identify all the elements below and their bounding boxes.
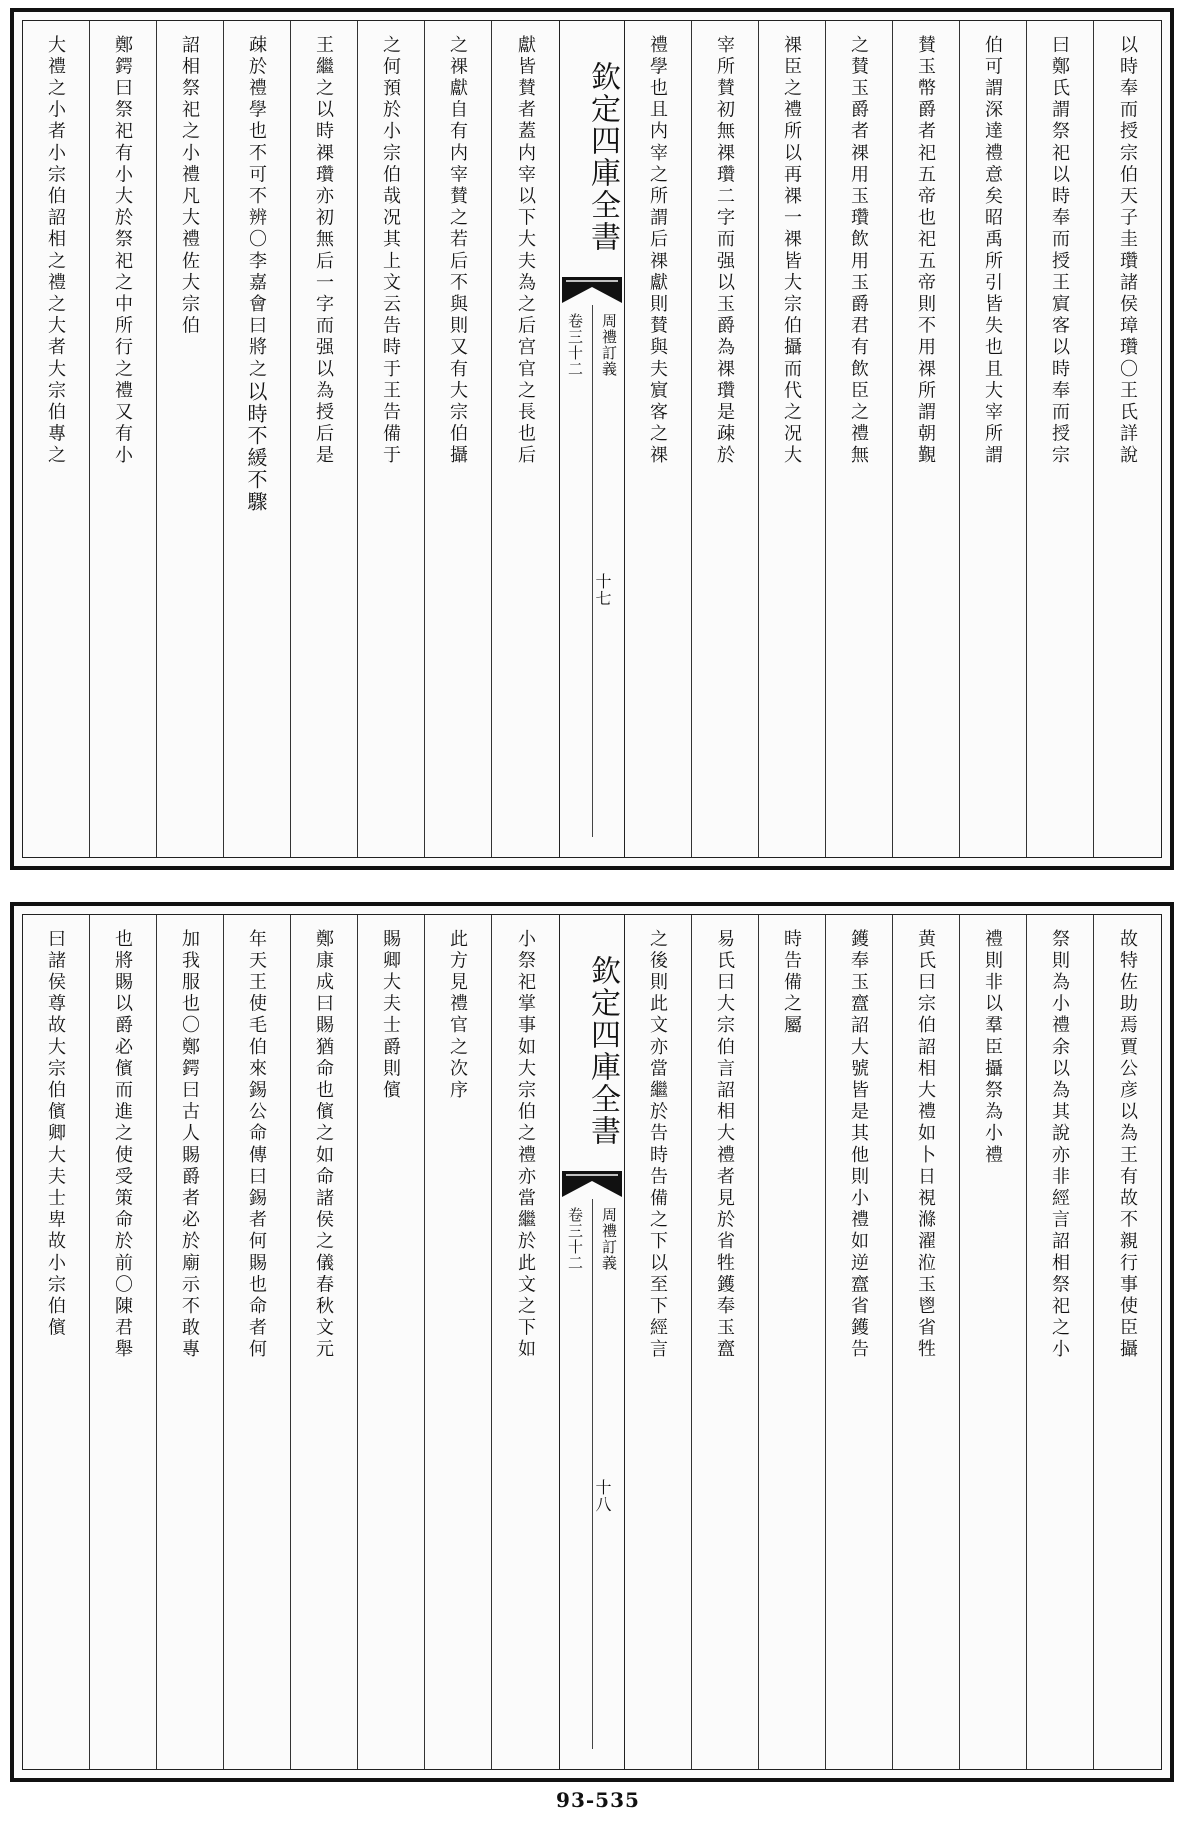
column-text: 賜卿大夫士爵則儐 — [380, 929, 401, 1102]
main-text: 之何預於小宗伯哉况其上文云告時于王告備于 — [380, 35, 401, 467]
column-text: 之後則此文亦當繼於告時告備之下以至下經言 — [647, 929, 668, 1361]
text-column — [625, 21, 692, 857]
column-text: 故特佐助焉賈公彦以為王有故不親行事使臣攝 — [1117, 929, 1138, 1361]
text-column — [1094, 21, 1161, 857]
column-text — [159, 21, 219, 857]
text-column — [759, 915, 826, 1769]
main-text: 鄭鍔曰祭祀有小大於祭祀之中所行之禮又有小 — [112, 35, 133, 467]
text-column — [893, 21, 960, 857]
text-column — [960, 21, 1027, 857]
leaf-number: 十八 — [593, 1478, 612, 1513]
book-title: 周禮訂義 — [600, 313, 618, 377]
text-column — [90, 21, 157, 857]
main-text: 獻皆賛者蓋内宰以下大夫為之后宫官之長也后 — [515, 35, 536, 467]
column-text — [226, 21, 286, 857]
text-column — [224, 21, 291, 857]
text-column — [291, 21, 358, 857]
page-footer-number: 93-535 — [556, 1788, 640, 1812]
text-column — [692, 21, 759, 857]
column-text: 加我服也〇鄭鍔曰古人賜爵者必於廟示不敢專 — [179, 929, 200, 1361]
column-text: 禮學也且内宰之所謂后祼獻則賛與夫賔客之祼 — [647, 35, 668, 467]
text-column — [291, 915, 358, 1769]
column-text — [25, 21, 85, 857]
band-center-line — [592, 305, 593, 837]
column-text: 易氏曰大宗伯言詔相大禮者見於省牲鑊奉玉齍 — [714, 929, 735, 1361]
column-text — [427, 21, 487, 857]
collection-title: 欽定四庫全書 — [585, 61, 620, 253]
text-column — [492, 915, 559, 1769]
column-text: 伯可謂深達禮意矣昭禹所引皆失也且大宰所謂 — [982, 35, 1003, 467]
column-text: 賛玉幣爵者祀五帝也祀五帝則不用祼所謂朝覲 — [915, 35, 936, 467]
leaf-number: 十七 — [593, 572, 612, 607]
page-top — [10, 8, 1174, 870]
text-column — [692, 915, 759, 1769]
volume-label: 卷三十二 — [566, 313, 584, 377]
text-column — [893, 915, 960, 1769]
column-text — [293, 21, 353, 857]
column-text: 以時奉而授宗伯天子圭瓚諸侯璋瓚〇王氏詳說 — [1117, 35, 1138, 467]
center-band — [559, 915, 625, 1769]
main-text: 王繼之以時祼瓚亦初無后一字而强以為授后是 — [313, 35, 334, 467]
text-column — [358, 915, 425, 1769]
text-column — [625, 915, 692, 1769]
text-column — [1027, 21, 1094, 857]
text-column — [960, 915, 1027, 1769]
text-column — [826, 21, 893, 857]
text-column — [1027, 915, 1094, 1769]
page-bottom — [10, 902, 1174, 1782]
column-text: 黄氏曰宗伯詔相大禮如卜日視滌濯涖玉鬯省牲 — [915, 929, 936, 1361]
text-column — [23, 21, 90, 857]
page-top-frame — [22, 20, 1162, 858]
volume-label: 卷三十二 — [566, 1207, 584, 1271]
column-text — [360, 21, 420, 857]
column-text: 曰鄭氏謂祭祀以時奉而授王賔客以時奉而授宗 — [1049, 35, 1070, 467]
collection-title: 欽定四庫全書 — [585, 955, 620, 1147]
book-title: 周禮訂義 — [600, 1207, 618, 1271]
main-text: 疎於禮學也不可不辨〇李嘉會曰將之 — [246, 35, 267, 381]
text-column — [23, 915, 90, 1769]
fish-tail-icon — [562, 277, 622, 303]
column-text — [92, 21, 152, 857]
fish-tail-icon — [562, 1171, 622, 1197]
column-text: 之賛玉爵者祼用玉瓚飲用玉爵君有飲臣之禮無 — [848, 35, 869, 467]
text-column — [1094, 915, 1161, 1769]
column-text: 禮則非以羣臣攝祭為小禮 — [982, 929, 1003, 1167]
text-column — [90, 915, 157, 1769]
main-text: 之祼獻自有内宰賛之若后不與則又有大宗伯攝 — [447, 35, 468, 467]
text-column — [157, 915, 224, 1769]
column-text: 年天王使毛伯來錫公命傳曰錫者何賜也命者何 — [246, 929, 267, 1361]
text-column — [425, 915, 492, 1769]
column-text: 祭則為小禮余以為其說亦非經言詔相祭祀之小 — [1049, 929, 1070, 1361]
annotation-note: 以時不緩不驟 — [244, 380, 268, 513]
column-text: 鑊奉玉齍詔大號皆是其他則小禮如逆齍省鑊告 — [848, 929, 869, 1361]
text-column — [826, 915, 893, 1769]
column-text: 也將賜以爵必儐而進之使受策命於前〇陳君舉 — [112, 929, 133, 1361]
text-column — [759, 21, 826, 857]
band-center-line — [592, 1199, 593, 1749]
column-text — [495, 21, 555, 857]
text-column — [157, 21, 224, 857]
text-column — [492, 21, 559, 857]
center-band — [559, 21, 625, 857]
column-text: 曰諸侯尊故大宗伯儐卿大夫士卑故小宗伯儐 — [45, 929, 66, 1340]
text-column — [425, 21, 492, 857]
page-bottom-frame — [22, 914, 1162, 1770]
text-column — [358, 21, 425, 857]
main-text: 詔相祭祀之小禮凡大禮佐大宗伯 — [179, 35, 200, 338]
column-text: 小祭祀掌事如大宗伯之禮亦當繼於此文之下如 — [515, 929, 536, 1361]
column-text: 此方見禮官之次序 — [447, 929, 468, 1102]
column-text: 宰所賛初無祼瓚二字而强以玉爵為祼瓚是疎於 — [714, 35, 735, 467]
column-text: 時告備之屬 — [781, 929, 802, 1037]
column-text: 鄭康成曰賜猶命也儐之如命諸侯之儀春秋文元 — [313, 929, 334, 1361]
column-text: 祼臣之禮所以再祼一祼皆大宗伯攝而代之况大 — [781, 35, 802, 467]
main-text: 大禮之小者小宗伯詔相之禮之大者大宗伯專之 — [45, 35, 66, 467]
text-column — [224, 915, 291, 1769]
